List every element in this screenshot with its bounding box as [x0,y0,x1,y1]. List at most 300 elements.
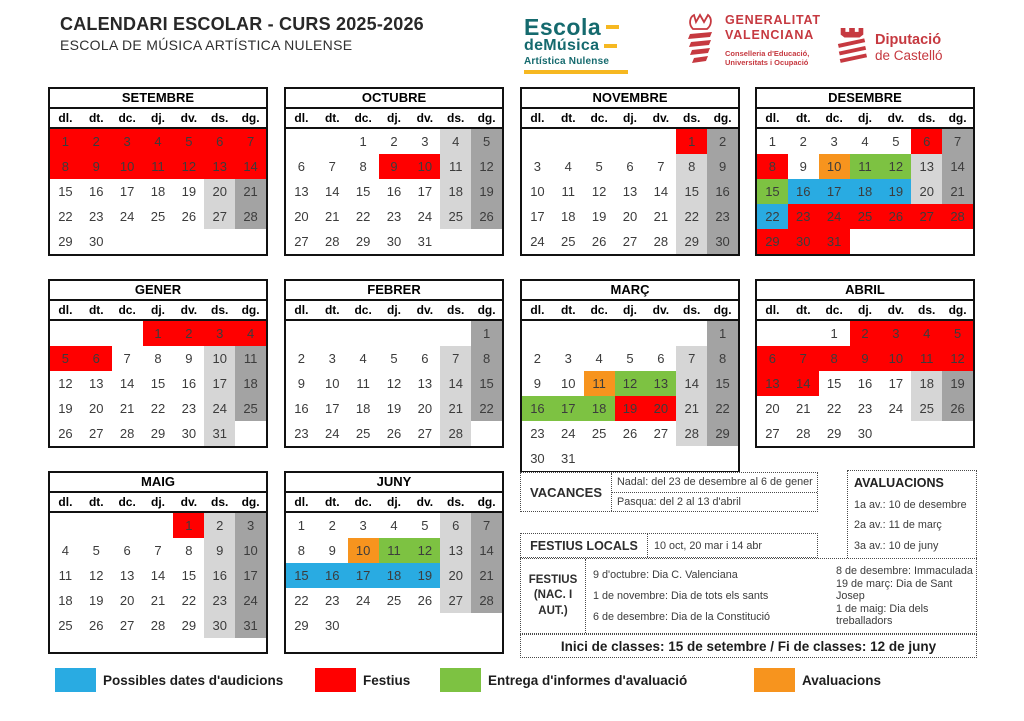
day-cell: 18 [911,371,942,396]
day-cell: 29 [150,426,166,441]
day-cell: 22 [355,209,371,224]
day-cell: 15 [286,563,317,588]
day-cell: 8 [359,159,367,174]
day-cell: 16 [89,184,104,199]
weekday-label: dl. [530,303,545,317]
day-cell: 2 [799,134,807,149]
festius-locals-value: 10 oct, 20 mar i 14 abr [647,534,817,557]
weekday-label: dc. [118,111,136,125]
empty-cell [286,321,317,346]
day-cell: 9 [379,154,410,179]
day-cell: 28 [325,234,340,249]
empty-cell [173,229,204,254]
day-cell: 2 [533,351,542,366]
day-cell: 29 [294,618,309,633]
info-item: 1a av.: 10 de desembre [854,498,967,511]
day-cell: 30 [181,426,197,441]
weekday-label: ds. [211,111,229,125]
day-cell: 4 [359,351,367,366]
weekday-label: ds. [683,111,701,125]
day-cell: 30 [204,613,235,638]
day-cell: 23 [788,204,819,229]
empty-cell [584,446,615,471]
day-cell: 14 [119,376,135,391]
day-cell: 21 [325,209,340,224]
day-cell: 21 [150,593,166,608]
day-cell: 14 [325,184,340,199]
day-cell: 5 [892,134,900,149]
day-cell: 26 [471,204,502,229]
weekday-label: ds. [447,111,465,125]
day-cell: 30 [530,451,545,466]
day-cell: 6 [440,513,471,538]
day-cell: 1 [471,321,502,346]
day-cell: 12 [386,376,402,391]
day-cell: 26 [89,618,104,633]
empty-cell [440,321,471,346]
day-cell: 29 [181,618,197,633]
empty-cell [440,613,471,638]
empty-cell [676,446,707,471]
day-cell: 5 [173,129,204,154]
week-row [50,588,266,613]
empty-cell [235,421,266,446]
day-cell: 1 [768,134,777,149]
day-cell: 12 [471,154,502,179]
day-cell: 5 [595,159,603,174]
day-cell: 9 [297,376,306,391]
week-row [286,371,502,396]
week-row [757,204,973,229]
day-cell: 23 [530,426,545,441]
day-cell: 11 [143,154,174,179]
day-cell: 13 [294,184,309,199]
empty-cell [112,229,143,254]
day-cell: 20 [119,593,135,608]
day-cell: 20 [622,209,638,224]
day-cell: 7 [471,513,502,538]
gva-name-line1: GENERALITAT [725,13,821,27]
month-title: SETEMBRE [50,89,266,109]
generalitat-valenciana-logo [683,13,821,74]
week-row [286,396,502,421]
month-title: DESEMBRE [757,89,973,109]
day-cell: 16 [386,184,402,199]
day-cell: 11 [584,371,615,396]
day-cell: 24 [119,209,135,224]
day-cell: 17 [888,376,904,391]
day-cell: 16 [522,396,553,421]
day-cell: 10 [880,346,911,371]
day-cell: 26 [591,234,607,249]
week-row [286,204,502,229]
legend-label: Possibles dates d'audicions [103,672,284,688]
month-febrer [284,279,504,448]
day-cell: 3 [564,351,572,366]
day-cell: 19 [942,371,973,396]
day-cell: 5 [50,346,81,371]
weekday-label: dt. [324,111,340,125]
day-cell: 16 [317,563,348,588]
week-row [50,613,266,638]
empty-cell [348,613,379,638]
day-cell: 31 [204,421,235,446]
day-cell: 17 [348,563,379,588]
empty-cell [143,513,174,538]
weekday-header-row [50,493,266,513]
weekday-label: dt. [560,111,576,125]
day-cell: 24 [204,396,235,421]
day-cell: 3 [204,321,235,346]
legend-item-audicions [55,668,283,692]
day-cell: 19 [386,401,402,416]
day-cell: 18 [379,563,410,588]
day-cell: 14 [788,371,819,396]
day-cell: 30 [788,229,819,254]
day-cell: 25 [386,593,402,608]
day-cell: 7 [942,129,973,154]
weekday-label: dt. [88,303,104,317]
empty-cell [286,129,317,154]
weekday-label: ds. [683,303,701,317]
day-cell: 8 [471,346,502,371]
day-cell: 5 [626,351,634,366]
week-row [286,154,502,179]
day-cell: 12 [591,184,607,199]
day-cell: 23 [89,209,104,224]
day-cell: 16 [857,376,873,391]
day-cell: 9 [185,351,193,366]
empty-cell [348,321,379,346]
month-title: ABRIL [757,281,973,301]
day-cell: 3 [830,134,838,149]
week-row [757,154,973,179]
day-cell: 4 [564,159,572,174]
day-cell: 3 [112,129,143,154]
day-cell: 6 [626,159,634,174]
day-cell: 1 [707,321,738,346]
day-cell: 3 [359,518,367,533]
day-cell: 20 [417,401,433,416]
day-cell: 30 [89,234,104,249]
month-novembre [520,87,740,256]
day-cell: 24 [417,209,433,224]
weekday-label: dj. [386,495,401,509]
day-cell: 3 [328,351,336,366]
empty-cell [471,229,502,254]
avaluacions-box [847,470,977,560]
escola-logo-line3: Artística Nulense [524,56,610,67]
week-row [757,179,973,204]
day-cell: 24 [325,426,340,441]
day-cell: 28 [796,426,811,441]
day-cell: 25 [850,204,881,229]
month-title: NOVEMBRE [522,89,738,109]
weekday-label: dv. [416,495,434,509]
legend-item-avaluacions [754,668,881,692]
day-cell: 13 [204,154,235,179]
day-cell: 20 [204,179,235,204]
month-title: OCTUBRE [286,89,502,109]
day-cell: 27 [294,234,309,249]
day-cell: 2 [204,513,235,538]
day-cell: 11 [850,154,881,179]
empty-cell [757,321,788,346]
week-row [50,538,266,563]
legend-item-festius [315,668,410,692]
day-cell: 21 [119,401,135,416]
month-title: FEBRER [286,281,502,301]
weekday-label: dc. [118,495,136,509]
day-cell: 25 [561,234,576,249]
weekday-label: ds. [918,111,936,125]
weekday-label: dv. [180,495,198,509]
day-cell: 19 [409,563,440,588]
day-cell: 11 [911,346,942,371]
weekday-label: dg. [241,111,260,125]
week-row [50,204,266,229]
day-cell: 24 [530,234,545,249]
day-cell: 4 [390,518,398,533]
day-cell: 23 [204,588,235,613]
day-cell: 6 [421,351,429,366]
empty-cell [379,613,410,638]
day-cell: 20 [294,209,309,224]
day-cell: 15 [707,371,738,396]
festius-nacionals-col2 [836,564,976,628]
day-cell: 24 [888,401,904,416]
month-title: MARÇ [522,281,738,301]
weekday-label: dg. [477,111,496,125]
day-cell: 10 [235,538,266,563]
day-cell: 4 [440,129,471,154]
empty-cell [911,229,942,254]
info-item: 2a av.: 11 de març [854,519,942,532]
day-cell: 8 [676,154,707,179]
day-cell: 3 [235,513,266,538]
day-cell: 13 [757,371,788,396]
empty-cell [645,129,676,154]
day-cell: 22 [471,396,502,421]
info-item: 3a av.: 10 de juny [854,539,939,552]
day-cell: 5 [942,321,973,346]
day-cell: 26 [386,426,402,441]
day-cell: 1 [143,321,174,346]
day-cell: 2 [850,321,881,346]
weekday-label: dg. [241,303,260,317]
day-cell: 13 [645,371,676,396]
day-cell: 16 [204,563,235,588]
day-cell: 7 [154,543,162,558]
week-row [757,421,973,446]
month-title: JUNY [286,473,502,493]
empty-cell [942,229,973,254]
weekday-label: dt. [324,303,340,317]
day-cell: 5 [390,351,398,366]
day-cell: 10 [530,184,545,199]
page-title: CALENDARI ESCOLAR - CURS 2025-2026 [60,14,424,34]
day-cell: 19 [880,179,911,204]
day-cell: 12 [173,154,204,179]
week-row [522,346,738,371]
day-cell: 22 [676,204,707,229]
day-cell: 27 [653,426,669,441]
day-cell: 18 [235,371,266,396]
empty-cell [553,321,584,346]
day-cell: 21 [942,179,973,204]
day-cell: 17 [530,209,545,224]
week-row [522,421,738,446]
day-cell: 14 [653,184,669,199]
day-cell: 5 [92,543,100,558]
day-cell: 16 [788,179,819,204]
day-cell: 28 [471,588,502,613]
empty-cell [409,321,440,346]
dipcas-name-line2: de Castelló [875,48,943,63]
day-cell: 28 [235,204,266,229]
empty-cell [112,513,143,538]
day-cell: 25 [355,426,371,441]
day-cell: 15 [826,376,842,391]
legend-swatch-audicions [55,668,96,692]
legend-swatch-festius [315,668,356,692]
day-cell: 2 [173,321,204,346]
festius-nacionals-col1 [593,564,836,628]
empty-cell [615,321,646,346]
info-item: 1 de novembre: Dia de tots els sants [593,589,769,602]
day-cell: 5 [421,518,429,533]
diputacio-castello-logo [836,26,943,69]
gva-name-line2: VALENCIANA [725,28,815,42]
day-cell: 8 [185,543,193,558]
weekday-label: dl. [294,495,309,509]
weekday-label: dv. [416,111,434,125]
weekday-label: ds. [211,303,229,317]
weekday-label: dt. [560,303,576,317]
day-cell: 7 [235,129,266,154]
month-setembre [48,87,268,256]
day-cell: 24 [355,593,371,608]
day-cell: 18 [355,401,371,416]
weekday-header-row [286,109,502,129]
day-cell: 11 [440,154,471,179]
day-cell: 6 [81,346,112,371]
weekday-header-row [50,301,266,321]
info-item: 1 de maig: Dia dels treballadors [836,603,929,628]
day-cell: 3 [533,159,542,174]
yellow-dash-icon [606,25,619,29]
day-cell: 27 [204,204,235,229]
day-cell: 15 [181,568,197,583]
day-cell: 1 [676,129,707,154]
day-cell: 12 [58,376,73,391]
month-title: GENER [50,281,266,301]
day-cell: 1 [50,129,81,154]
day-cell: 4 [861,134,869,149]
day-cell: 22 [707,396,738,421]
day-cell: 28 [653,234,669,249]
weekday-label: dg. [477,495,496,509]
day-cell: 26 [417,593,433,608]
day-cell: 14 [235,154,266,179]
empty-cell [522,321,553,346]
week-row [522,229,738,254]
day-cell: 21 [440,396,471,421]
day-cell: 11 [235,346,266,371]
day-cell: 30 [707,229,738,254]
weekday-header-row [286,301,502,321]
empty-cell [880,421,911,446]
day-cell: 26 [622,426,638,441]
vacances-items [611,473,817,511]
week-row [522,129,738,154]
weekday-label: dc. [825,111,843,125]
day-cell: 18 [850,179,881,204]
escola-logo-line1: Escola [524,14,602,40]
day-cell: 7 [440,346,471,371]
day-cell: 11 [58,568,73,583]
empty-cell [645,446,676,471]
weekday-label: dj. [857,303,872,317]
weekday-label: dc. [354,303,372,317]
weekday-label: dg. [948,303,967,317]
day-cell: 8 [707,346,738,371]
day-cell: 7 [657,159,665,174]
weekday-label: dj. [622,303,637,317]
weekday-label: dt. [88,495,104,509]
day-cell: 12 [942,346,973,371]
day-cell: 31 [417,234,433,249]
day-cell: 10 [204,346,235,371]
week-row [50,563,266,588]
day-cell: 19 [181,184,197,199]
day-cell: 27 [622,234,638,249]
day-cell: 21 [796,401,811,416]
day-cell: 4 [61,543,70,558]
week-row [286,346,502,371]
week-row [522,154,738,179]
week-row [50,229,266,254]
gva-dept-line2: Universitats i Ocupació [725,58,809,67]
week-row [757,321,973,346]
day-cell: 17 [819,179,850,204]
month-maig [48,471,268,654]
day-cell: 8 [154,351,162,366]
inici-classes-box: Inici de classes: 15 de setembre / Fi de classes: 12 de juny [520,634,977,658]
dipcas-text [875,32,943,63]
legend-label: Festius [363,672,411,688]
day-cell: 21 [676,396,707,421]
day-cell: 12 [615,371,646,396]
legend-swatch-informes [440,668,481,692]
empty-cell [317,129,348,154]
day-cell: 9 [533,376,542,391]
weekday-label: dc. [590,111,608,125]
day-cell: 20 [765,401,780,416]
day-cell: 1 [830,326,838,341]
month-juny [284,471,504,654]
week-row [286,588,502,613]
empty-cell [676,321,707,346]
day-cell: 28 [150,618,166,633]
week-row [50,154,266,179]
empty-cell [81,513,112,538]
week-row [522,179,738,204]
day-cell: 18 [58,593,73,608]
month-desembre [755,87,975,256]
day-cell: 18 [561,209,576,224]
day-cell: 25 [58,618,73,633]
